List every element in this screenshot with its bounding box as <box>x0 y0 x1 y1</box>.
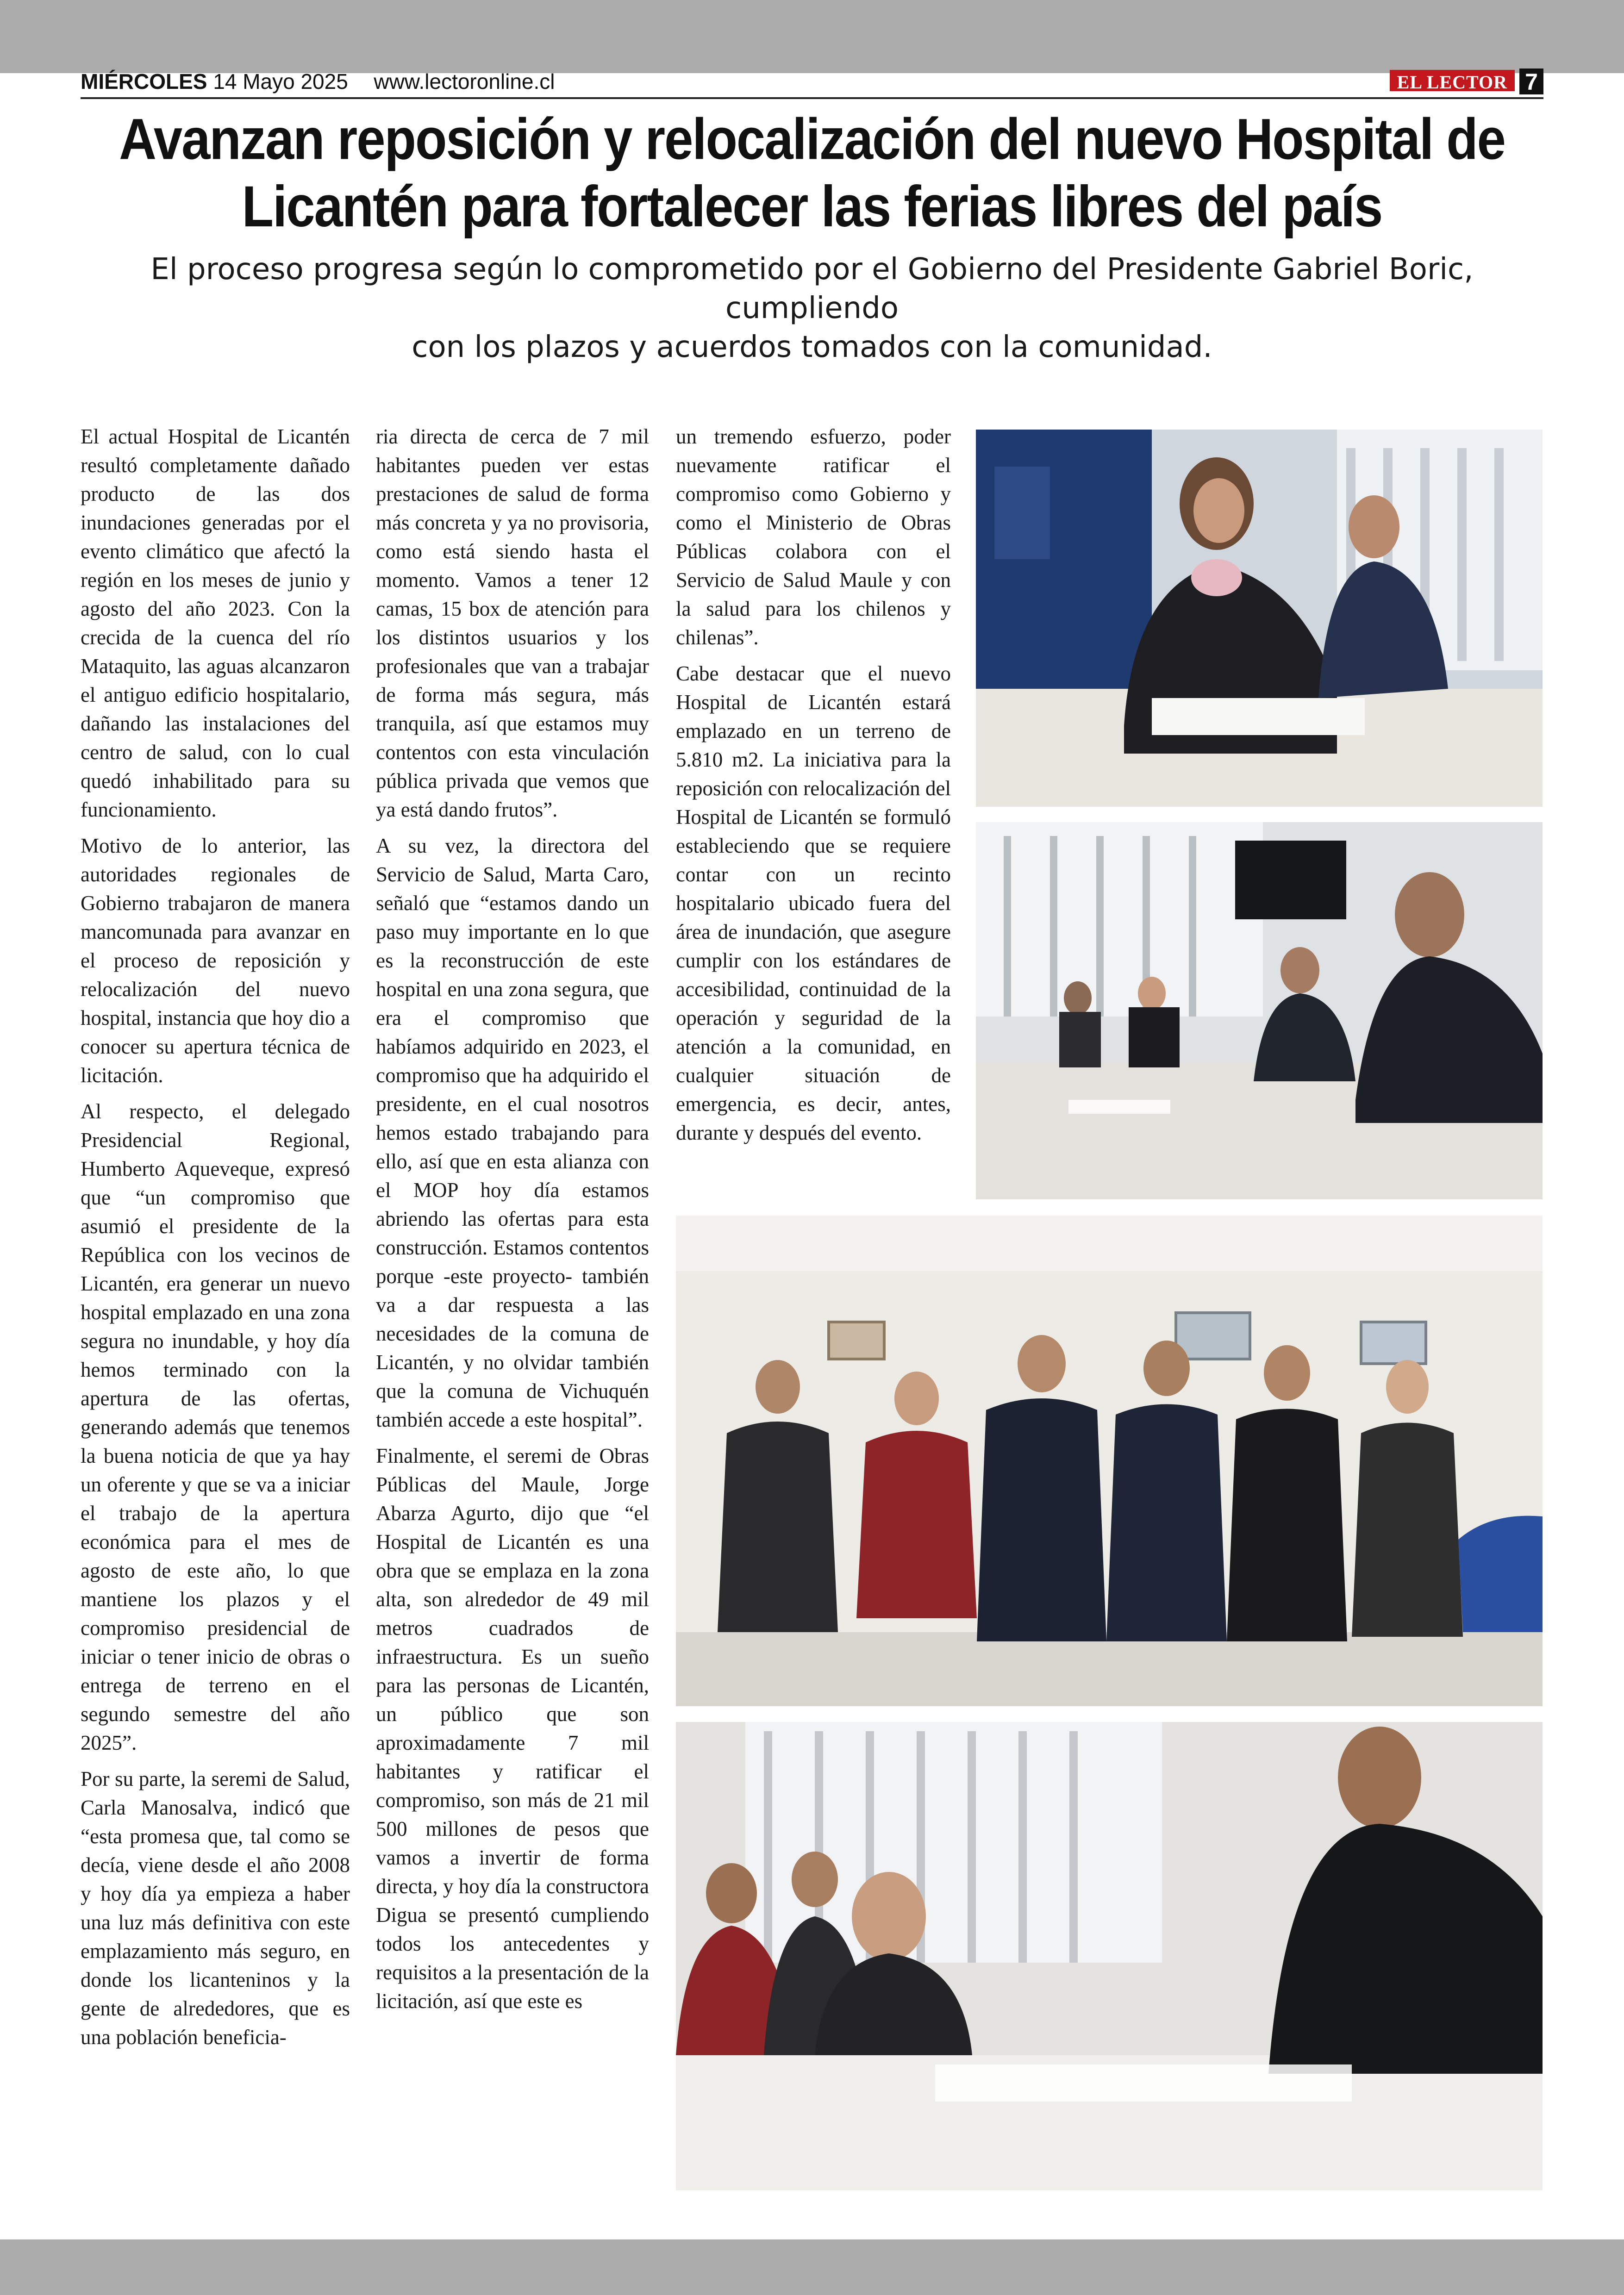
paragraph: Al respecto, el delegado Presidencial Regional, Humberto Aqueveque, expresó que “un compromiso que asumió el presidente de la República con los vecinos de Licantén, era generar un nuevo hospital emplazado en una zona segura no inundable, y hoy día hemos terminado con la apertura de las ofertas, generando además que tenemos la buena noticia de que ya hay un oferente y que se va a iniciar el trabajo de la apertura económica para el mes de agosto de este año, lo que mantiene los plazos y el compromiso presidencial de iniciar o tener inicio de obras o entrega de terreno en el segundo semestre del año 2025”. <box>81 1100 350 1754</box>
paragraph: Motivo de lo anterior, las autoridades regionales de Gobierno trabajaron de manera mancomunada para avanzar en el proceso de reposición y relocalización del nuevo hospital, instancia que hoy dio a conocer su apertura técnica de licitación. <box>81 834 350 1087</box>
article-column-1 <box>81 422 350 2059</box>
paragraph: Por su parte, la seremi de Salud, Carla Manosalva, indicó que “esta promesa que, tal como se decía, viene desde el año 2008 y hoy día ya empieza a haber una luz más definitiva con este emplazamiento más seguro, en donde los licanteninos y la gente de alrededores, que es una población beneficia- <box>81 1767 350 2049</box>
header-dateline <box>81 69 555 94</box>
header-date: 14 Mayo 2025 <box>213 69 348 94</box>
article-column-3 <box>676 422 951 1154</box>
header-rule <box>81 97 1543 99</box>
subhead-line-2: con los plazos y acuerdos tomados con la comunidad. <box>412 330 1212 364</box>
page-header <box>81 69 1543 94</box>
paragraph: Finalmente, el seremi de Obras Públicas del Maule, Jorge Abarza Agurto, dijo que “el Hospital de Licantén es una obra que se emplaza en la zona alta, son alrededor de 49 mil metros cuadrados de infraestructura. Es un sueño para las personas de Licantén, un público que son aproximadamente 7 mil habitantes y ratificar el compromiso, son más de 21 mil 500 millones de pesos que vamos a invertir de forma directa, y hoy día la constructora Digua se presentó cumpliendo todos los antecedentes y requisitos a la presentación de la licitación, así que este es <box>376 1444 649 2013</box>
group-photo <box>676 1216 1543 1706</box>
page-number: 7 <box>1519 69 1543 94</box>
paragraph: El actual Hospital de Licantén resultó completamente dañado producto de las dos inundaciones generadas por el evento climático que afectó la región en los meses de junio y agosto del año 2023. Con la crecida de la cuenca del río Mataquito, las aguas alcanzaron el antiguo edificio hospitalario, dañando las instalaciones del centro de salud, con lo cual quedó inhabilitado para su funcionamiento. <box>81 425 350 821</box>
subhead-line-1: El proceso progresa según lo comprometido por el Gobierno del Presidente Gabriel Boric, cumpliendo <box>150 252 1474 325</box>
paragraph: A su vez, la directora del Servicio de Salud, Marta Caro, señaló que “estamos dando un paso muy importante en lo que es la reconstrucción de este hospital en una zona segura, que era el compromiso que habíamos adquirido en 2023, el compromiso que ha adquirido el presidente, en el cual nosotros hemos estado trabajando para ello, así que en esta alianza con el MOP hoy día estamos abriendo las ofertas para esta construcción. Estamos contentos porque -este proyecto- también va a dar respuesta a las necesidades de la comuna de Licantén, y no olvidar también que la comuna de Vichuquén también accede a este hospital”. <box>376 834 649 1431</box>
headline-line-2: Licantén para fortalecer las ferias libres del país <box>242 174 1382 239</box>
review-photo <box>676 1722 1543 2190</box>
headline <box>74 106 1550 240</box>
headline-line-1: Avanzan reposición y relocalización del nuevo Hospital de <box>119 106 1505 172</box>
subheadline <box>74 250 1550 367</box>
paragraph: Cabe destacar que el nuevo Hospital de Licantén estará emplazado en un terreno de 5.810 m2. La iniciativa para la reposición con relocalización del Hospital de Licantén se formuló estableciendo que se requiere contar con un recinto hospitalario ubicado fuera del área de inundación, que asegure cumplir con los estándares de accesibilidad, continuidad de la operación y seguridad de la atención a la comunidad, en cualquier situación de emergencia, es decir, antes, durante y después del evento. <box>676 662 951 1144</box>
paragraph: un tremendo esfuerzo, poder nuevamente ratificar el compromiso como Gobierno y como el Ministerio de Obras Públicas colabora con el Servicio de Salud Maule y con la salud para los chilenos y chilenas”. <box>676 425 951 649</box>
header-website[interactable]: www.lectoronline.cl <box>374 69 555 94</box>
header-day: MIÉRCOLES <box>81 69 207 94</box>
meeting-photo-table <box>976 822 1543 1199</box>
article-column-2 <box>376 422 649 2023</box>
paragraph: ria directa de cerca de 7 mil habitantes pueden ver estas prestaciones de salud de forma más concreta y ya no provisoria, como está siendo hasta el momento. Vamos a tener 12 camas, 15 box de atención para los distintos usuarios y los profesionales que van a trabajar de forma más segura, más tranquila, así que estamos muy contentos con esta vinculación pública privada que vemos que ya está dando frutos”. <box>376 425 649 821</box>
meeting-photo-speaker <box>976 430 1543 807</box>
logo-text: EL LECTOR <box>1390 70 1515 93</box>
masthead-logo <box>1390 69 1543 94</box>
